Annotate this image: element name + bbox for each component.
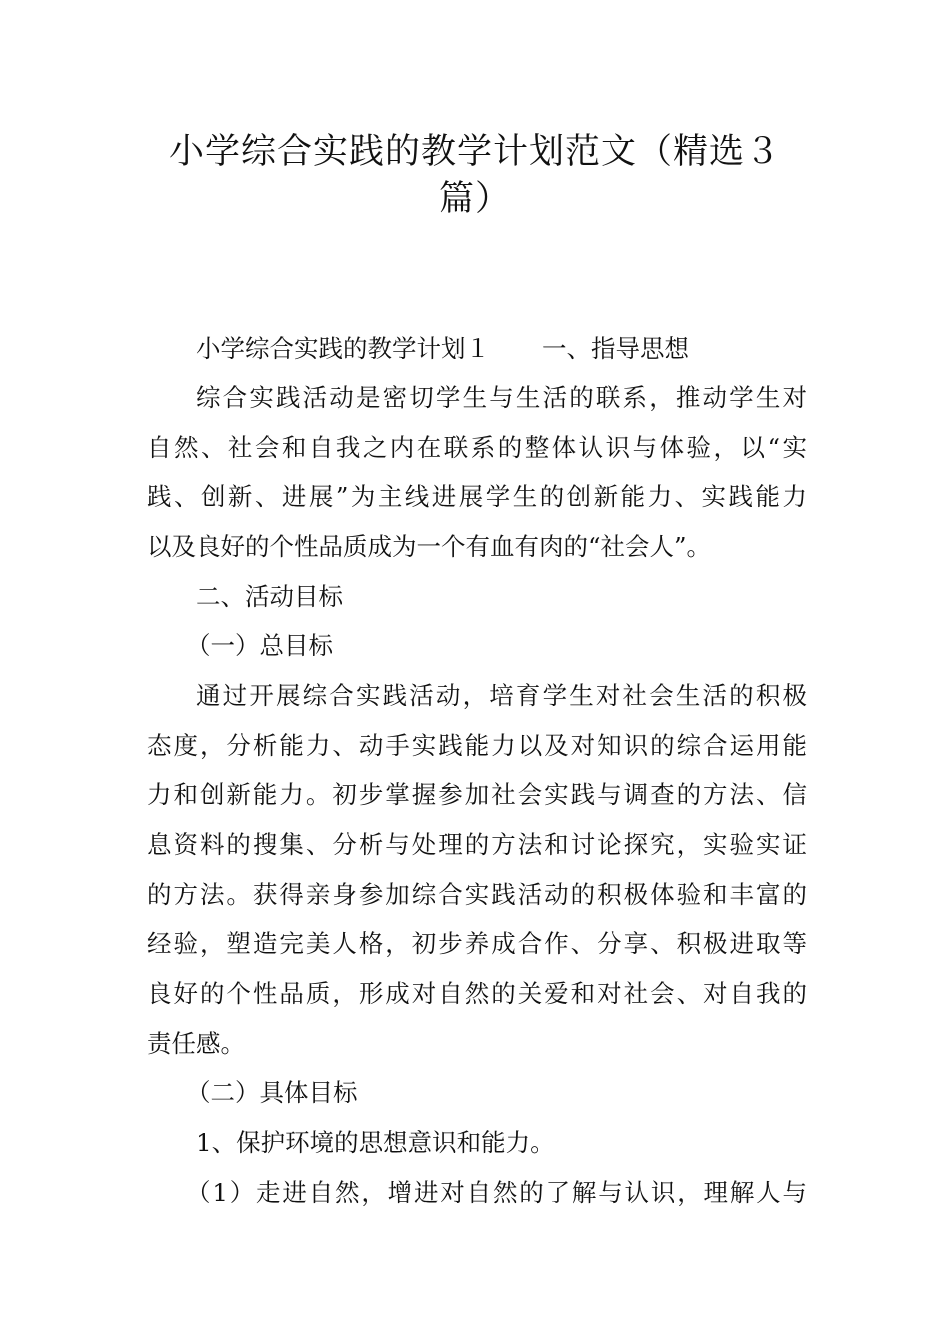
paragraph-line: 的方法。获得亲身参加综合实践活动的积极体验和丰富的: [147, 880, 807, 909]
paragraph-line: 综合实践活动是密切学生与生活的联系，推动学生对: [196, 383, 807, 412]
paragraph-line: 息资料的搜集、分析与处理的方法和讨论探究，实验实证: [147, 830, 807, 859]
paragraph-line: 以及良好的个性品质成为一个有血有肉的“社会人”。: [147, 532, 712, 561]
document-title-line-1: 小学综合实践的教学计划范文（精选３: [168, 132, 781, 172]
section-heading-guiding-thought: 一、指导思想: [542, 334, 689, 363]
list-item-nature: （1）走进自然，增进对自然的了解与认识，理解人与: [186, 1178, 807, 1207]
plan-heading-row: [196, 333, 807, 365]
paragraph-line: 责任感。: [147, 1029, 245, 1058]
document-title-line-2: 篇）: [438, 179, 511, 219]
paragraph-line: 践、创新、进展”为主线进展学生的创新能力、实践能力: [147, 482, 807, 511]
paragraph-line: 自然、社会和自我之内在联系的整体认识与体验，以“实: [147, 433, 807, 462]
subheading-overall-goal: （一）总目标: [186, 631, 333, 660]
list-item-environment: 1、保护环境的思想意识和能力。: [196, 1128, 555, 1157]
section-heading-activity-goals: 二、活动目标: [196, 582, 343, 611]
paragraph-line: 力和创新能力。初步掌握参加社会实践与调查的方法、信: [147, 780, 807, 809]
paragraph-line: 通过开展综合实践活动，培育学生对社会生活的积极: [196, 681, 807, 710]
plan-heading: 小学综合实践的教学计划１: [196, 334, 490, 363]
subheading-specific-goals: （二）具体目标: [186, 1078, 358, 1107]
paragraph-line: 态度，分析能力、动手实践能力以及对知识的综合运用能: [147, 731, 807, 760]
paragraph-line: 经验，塑造完美人格，初步养成合作、分享、积极进取等: [147, 929, 807, 958]
paragraph-line: 良好的个性品质，形成对自然的关爱和对社会、对自我的: [147, 979, 807, 1008]
